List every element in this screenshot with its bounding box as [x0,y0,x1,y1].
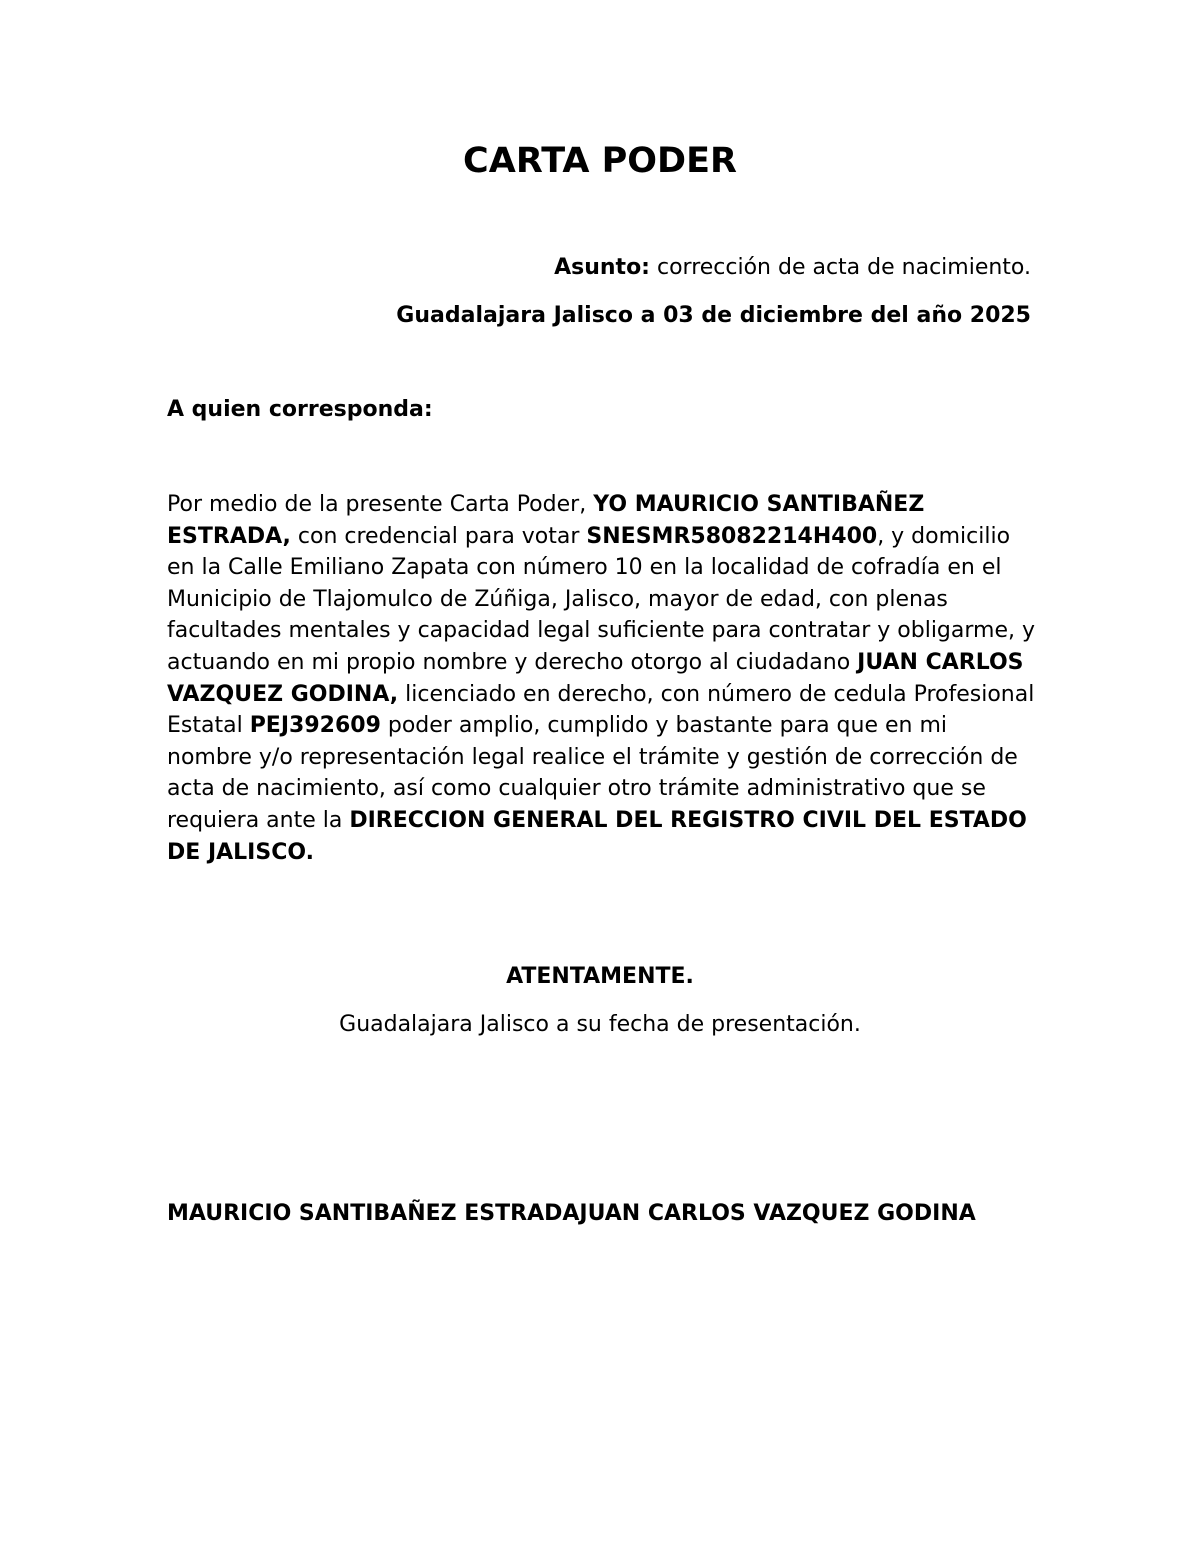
salutation: A quien corresponda: [167,397,433,422]
place-date: Guadalajara Jalisco a 03 de diciembre del año 2025 [396,303,1031,328]
grantor-name-part-2: ESTRADA, [167,523,291,549]
body-text-license-intro: licenciado en derecho, con número de cedula Profesional Estatal [167,681,1035,739]
closing-place: Guadalajara Jalisco a su fecha de presentación. [339,1012,861,1037]
license-id: PEJ392609 [249,713,381,739]
voter-id: SNESMR58082214H400 [586,523,878,549]
body-text-address: , y domicilio en la Calle Emiliano Zapata con número 10 en la localidad de cofradía en el Municipio de Tlajomulco de Zúñiga, Jalisco, mayor de edad, con plenas facultades mentales y capacidad legal suficiente para contratar y obligarme, y actuando en mi propio nombre y derecho otorgo al ciudadano [167,523,1036,675]
subject-label: Asunto: [554,255,650,280]
signature-names: MAURICIO SANTIBAÑEZ ESTRADAJUAN CARLOS VAZQUEZ GODINA [167,1201,976,1226]
grantor-name-part-1: YO MAURICIO SANTIBAÑEZ [593,492,925,517]
body-text-powers: poder amplio, cumplido y bastante para que en mi nombre y/o representación legal realice el trámite y gestión de corrección de acta de nacimiento, así como cualquier otro trámite administrativo que se requiera ante la [167,713,1018,833]
grantee-name: JUAN CARLOS VAZQUEZ GODINA, [167,649,1024,707]
body-text-voter-intro: con credencial para votar [290,523,587,549]
body-paragraph [167,489,1037,868]
authority-name: DIRECCION GENERAL DEL REGISTRO CIVIL DEL ESTADO DE JALISCO. [167,807,1027,865]
closing: ATENTAMENTE. [506,964,694,989]
body-text-intro: Por medio de la presente Carta Poder, [167,492,594,517]
subject-line [554,253,1031,283]
document-title: CARTA PODER [463,141,737,181]
subject-text: corrección de acta de nacimiento. [649,255,1031,280]
